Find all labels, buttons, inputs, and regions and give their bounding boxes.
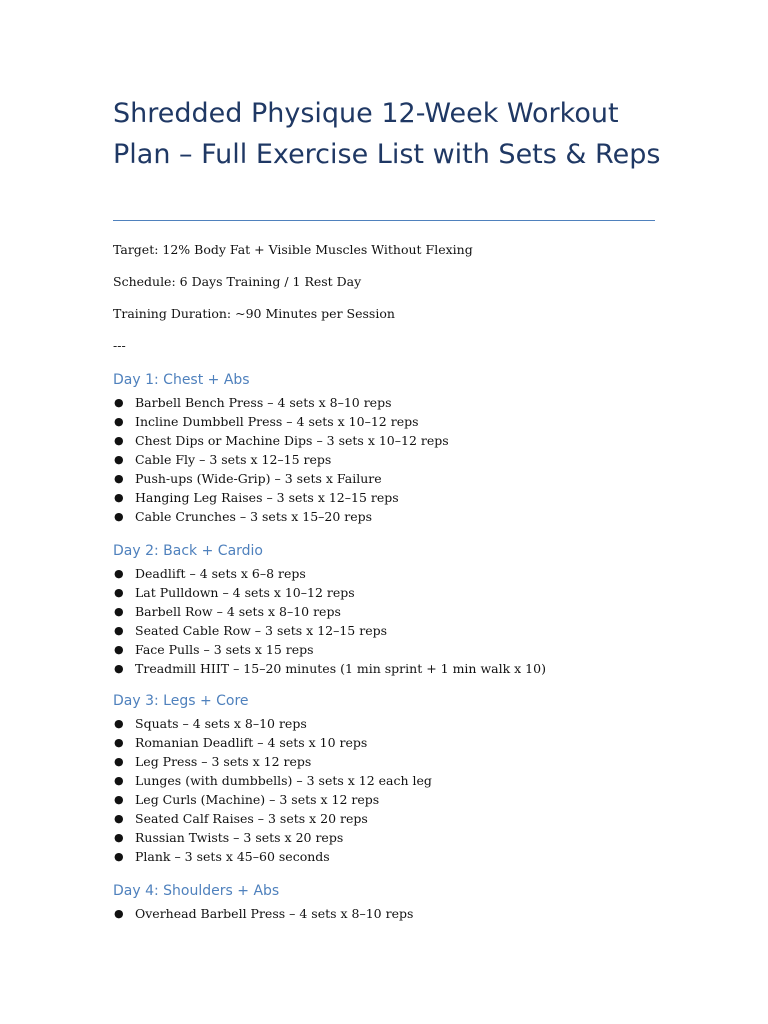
list-item: [113, 431, 449, 450]
exercise-text: Push-ups (Wide-Grip) – 3 sets x Failure: [135, 471, 382, 486]
list-item: [113, 828, 432, 847]
section-separator: ---: [113, 338, 126, 353]
bullet-icon: ●: [114, 453, 124, 466]
day-2-exercise-list: [113, 564, 546, 678]
schedule-line: Schedule: 6 Days Training / 1 Rest Day: [113, 274, 362, 289]
bullet-icon: ●: [114, 510, 124, 523]
bullet-icon: ●: [114, 736, 124, 749]
bullet-icon: ●: [114, 755, 124, 768]
list-item: [113, 809, 432, 828]
duration-line: Training Duration: ~90 Minutes per Session: [113, 306, 395, 321]
bullet-icon: ●: [114, 434, 124, 447]
exercise-text: Leg Curls (Machine) – 3 sets x 12 reps: [135, 792, 380, 807]
bullet-icon: ●: [114, 774, 124, 787]
bullet-icon: ●: [114, 662, 124, 675]
list-item: [113, 847, 432, 866]
exercise-text: Leg Press – 3 sets x 12 reps: [135, 754, 312, 769]
list-item: [113, 640, 546, 659]
bullet-icon: ●: [114, 624, 124, 637]
bullet-icon: ●: [114, 831, 124, 844]
exercise-text: Barbell Bench Press – 4 sets x 8–10 reps: [135, 395, 392, 410]
list-item: [113, 904, 413, 923]
exercise-text: Treadmill HIIT – 15–20 minutes (1 min sprint + 1 min walk x 10): [135, 661, 546, 676]
bullet-icon: ●: [114, 586, 124, 599]
exercise-text: Plank – 3 sets x 45–60 seconds: [135, 849, 330, 864]
exercise-text: Cable Crunches – 3 sets x 15–20 reps: [135, 509, 373, 524]
exercise-text: Overhead Barbell Press – 4 sets x 8–10 reps: [135, 906, 414, 921]
exercise-text: Chest Dips or Machine Dips – 3 sets x 10–12 reps: [135, 433, 449, 448]
day-3-heading: Day 3: Legs + Core: [113, 693, 249, 709]
list-item: [113, 659, 546, 678]
exercise-text: Incline Dumbbell Press – 4 sets x 10–12 reps: [135, 414, 419, 429]
bullet-icon: ●: [114, 717, 124, 730]
bullet-icon: ●: [114, 396, 124, 409]
exercise-text: Lat Pulldown – 4 sets x 10–12 reps: [135, 585, 355, 600]
exercise-text: Seated Calf Raises – 3 sets x 20 reps: [135, 811, 368, 826]
exercise-text: Deadlift – 4 sets x 6–8 reps: [135, 566, 306, 581]
exercise-text: Lunges (with dumbbells) – 3 sets x 12 each leg: [135, 773, 432, 788]
day-2-heading: Day 2: Back + Cardio: [113, 543, 263, 559]
target-line: Target: 12% Body Fat + Visible Muscles Without Flexing: [113, 242, 473, 257]
day-3-section: [113, 692, 432, 866]
bullet-icon: ●: [114, 793, 124, 806]
exercise-text: Cable Fly – 3 sets x 12–15 reps: [135, 452, 332, 467]
bullet-icon: ●: [114, 605, 124, 618]
list-item: [113, 583, 546, 602]
list-item: [113, 469, 449, 488]
list-item: [113, 752, 432, 771]
list-item: [113, 771, 432, 790]
exercise-text: Squats – 4 sets x 8–10 reps: [135, 716, 307, 731]
bullet-icon: ●: [114, 812, 124, 825]
list-item: [113, 564, 546, 583]
list-item: [113, 450, 449, 469]
bullet-icon: ●: [114, 907, 124, 920]
bullet-icon: ●: [114, 850, 124, 863]
day-4-exercise-list: [113, 904, 413, 923]
day-1-section: [113, 371, 449, 526]
list-item: [113, 790, 432, 809]
day-4-section: [113, 882, 413, 923]
bullet-icon: ●: [114, 415, 124, 428]
exercise-text: Russian Twists – 3 sets x 20 reps: [135, 830, 344, 845]
list-item: [113, 488, 449, 507]
list-item: [113, 393, 449, 412]
list-item: [113, 733, 432, 752]
list-item: [113, 507, 449, 526]
day-2-section: [113, 542, 546, 678]
list-item: [113, 621, 546, 640]
exercise-text: Hanging Leg Raises – 3 sets x 12–15 reps: [135, 490, 399, 505]
bullet-icon: ●: [114, 643, 124, 656]
bullet-icon: ●: [114, 472, 124, 485]
list-item: [113, 714, 432, 733]
day-1-exercise-list: [113, 393, 449, 526]
exercise-text: Seated Cable Row – 3 sets x 12–15 reps: [135, 623, 388, 638]
bullet-icon: ●: [114, 567, 124, 580]
exercise-text: Romanian Deadlift – 4 sets x 10 reps: [135, 735, 368, 750]
day-4-heading: Day 4: Shoulders + Abs: [113, 883, 280, 899]
title-divider: [113, 220, 655, 221]
document-title: Shredded Physique 12-Week Workout Plan – Full Exercise List with Sets & Reps: [113, 98, 661, 170]
day-1-heading: Day 1: Chest + Abs: [113, 372, 250, 388]
exercise-text: Face Pulls – 3 sets x 15 reps: [135, 642, 314, 657]
bullet-icon: ●: [114, 491, 124, 504]
list-item: [113, 602, 546, 621]
exercise-text: Barbell Row – 4 sets x 8–10 reps: [135, 604, 341, 619]
list-item: [113, 412, 449, 431]
day-3-exercise-list: [113, 714, 432, 866]
